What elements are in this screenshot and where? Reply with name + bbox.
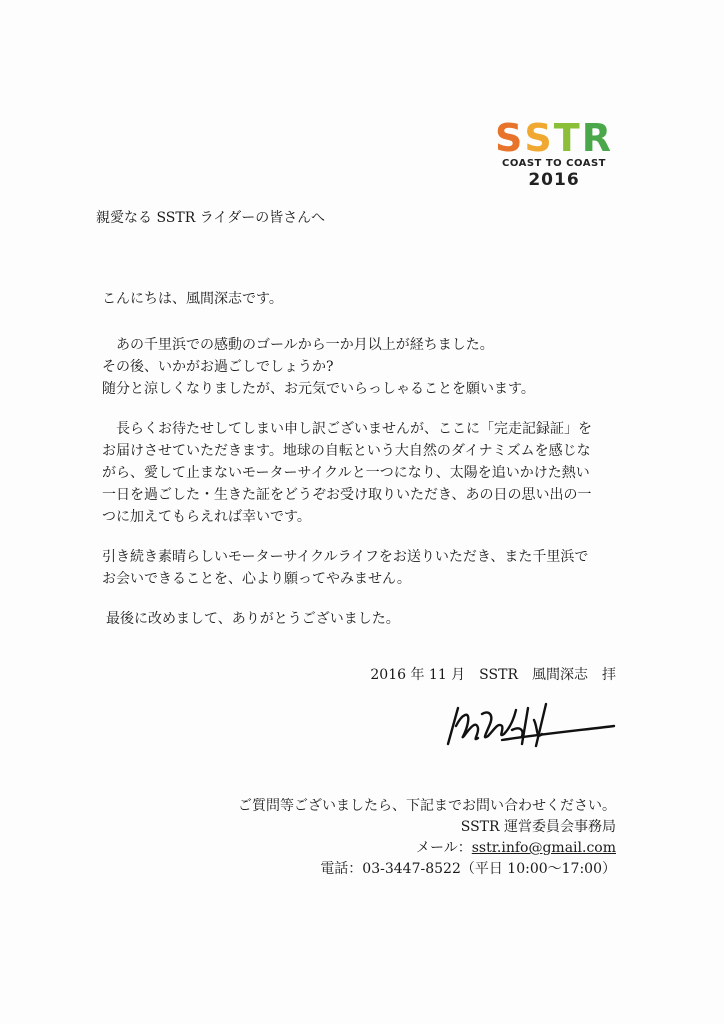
logo-letter: S bbox=[524, 116, 554, 160]
contact-block bbox=[238, 796, 616, 880]
logo-year: 2016 bbox=[528, 170, 580, 190]
contact-intro: ご質問等ございましたら、下記までお問い合わせください。 bbox=[238, 798, 616, 814]
logo-letter: S bbox=[495, 116, 525, 160]
greeting: こんにちは、風間深志です。 bbox=[102, 291, 283, 307]
body-line: つに加えてもらえれば幸いです。 bbox=[102, 509, 311, 525]
paragraph-3 bbox=[102, 546, 622, 590]
body-line: がら、愛して止まないモーターサイクルと一つになり、太陽を追いかけた熱い bbox=[102, 465, 590, 481]
body-line: お会いできることを、心より願ってやみません。 bbox=[102, 571, 411, 587]
paragraph-1 bbox=[102, 334, 622, 400]
body-line: あの千里浜での感動のゴールから一か月以上が経ちました。 bbox=[116, 337, 494, 353]
body-line: 長らくお待たせしてしまい申し訳ございませんが、ここに「完走記録証」を bbox=[116, 421, 592, 437]
body-line: その後、いかがお過ごしでしょうか? bbox=[102, 359, 334, 375]
logo-letter: T bbox=[553, 116, 582, 160]
contact-phone: 電話：03-3447-8522（平日 10:00～17:00） bbox=[320, 861, 616, 877]
salutation: 親愛なる SSTR ライダーの皆さんへ bbox=[96, 210, 326, 226]
email-label: メール： bbox=[416, 840, 472, 856]
email-link[interactable]: sstr.info@gmail.com bbox=[471, 840, 616, 856]
sstr-logo bbox=[484, 118, 624, 202]
contact-email-row bbox=[238, 838, 616, 859]
closing-line: 最後に改めまして、ありがとうございました。 bbox=[106, 611, 400, 627]
body-line: 引き続き素晴らしいモーターサイクルライフをお送りいただき、また千里浜で bbox=[102, 549, 589, 565]
paragraph-2 bbox=[102, 418, 622, 528]
contact-office: SSTR 運営委員会事務局 bbox=[460, 819, 616, 835]
handwritten-signature bbox=[442, 700, 618, 752]
logo-letters bbox=[484, 118, 624, 158]
letter-body bbox=[102, 288, 622, 630]
logo-subtitle: COAST TO COAST bbox=[502, 158, 606, 169]
date-signature-line: 2016 年 11 月 SSTR 風間深志 拝 bbox=[370, 667, 616, 683]
body-line: お届けさせていただきます。地球の自転という大自然のダイナミズムを感じな bbox=[102, 443, 591, 459]
body-line: 随分と涼しくなりましたが、お元気でいらっしゃることを願います。 bbox=[102, 381, 535, 397]
logo-letter: R bbox=[581, 116, 613, 160]
body-line: 一日を過ごした・生きた証をどうぞお受け取りいただき、あの日の思い出の一 bbox=[102, 487, 592, 503]
